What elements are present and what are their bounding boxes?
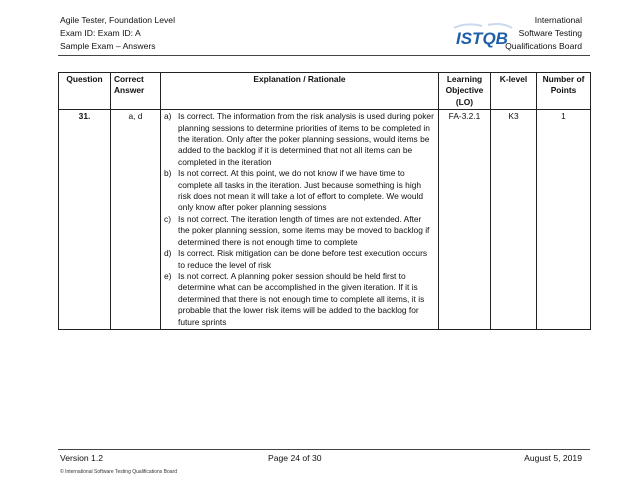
header-org-line1: International <box>534 15 582 25</box>
explanation-cell <box>161 110 439 330</box>
table-row <box>59 110 591 330</box>
header-divider <box>58 55 590 56</box>
explanation-d: d) Is correct. Risk mitigation can be done before test execution occurs to reduce the level of risk <box>164 248 428 270</box>
col-learning-objective: Learning Objective (LO) <box>439 73 491 110</box>
k-level: K3 <box>491 110 537 330</box>
answer-table <box>58 72 591 330</box>
header-left <box>60 14 175 53</box>
points: 1 <box>537 110 591 330</box>
explanation-c: c) Is not correct. The iteration length of times are not extended. After the poker planning session, some items may be moved to backlog if determined there is not enough time to complete <box>164 213 430 247</box>
footer-page-number: Page 24 of 30 <box>268 453 322 463</box>
explanation-list <box>164 111 435 328</box>
col-points: Number of Points <box>537 73 591 110</box>
footer-date: August 5, 2019 <box>524 453 582 463</box>
explanation-e: e) Is not correct. A planning poker session should be held first to determine what can be accomplished in the given iteration. If it is determined that there is not enough time to complete all items, it is probable that the lower risk items will be added to the backlog for future sprints <box>164 270 425 327</box>
header-course: Agile Tester, Foundation Level <box>60 15 175 25</box>
col-question: Question <box>59 73 111 110</box>
correct-answer: a, d <box>111 110 161 330</box>
table-header-row <box>59 73 591 110</box>
col-correct-answer: Correct Answer <box>111 73 161 110</box>
header-org-line3: Qualifications Board <box>505 41 582 51</box>
header-doc-type: Sample Exam – Answers <box>60 41 156 51</box>
header-exam-id: Exam ID: Exam ID: A <box>60 28 141 38</box>
explanation-a: a) Is correct. The information from the risk analysis is used during poker planning sessions to determine priorities of items to be completed in the iteration. Only after the poker planning sessions, would items be added to the backlog if it is determined that not all items can be completed in the iteration <box>164 111 434 167</box>
footer-version: Version 1.2 <box>60 453 103 463</box>
header-right <box>505 14 582 53</box>
svg-text:ISTQB: ISTQB <box>456 29 508 48</box>
col-k-level: K-level <box>491 73 537 110</box>
header-org-line2: Software Testing <box>518 28 582 38</box>
question-number: 31. <box>59 110 111 330</box>
col-explanation: Explanation / Rationale <box>161 73 439 110</box>
explanation-b: b) Is not correct. At this point, we do not know if we have time to complete all tasks in the iteration. Just because something is high risk does not mean it will take a lot of effort to complete. We would only know after poker planning sessions <box>164 168 424 213</box>
footer-copyright: © International Software Testing Qualifications Board <box>60 469 177 475</box>
learning-objective: FA-3.2.1 <box>439 110 491 330</box>
footer-divider <box>58 449 590 450</box>
